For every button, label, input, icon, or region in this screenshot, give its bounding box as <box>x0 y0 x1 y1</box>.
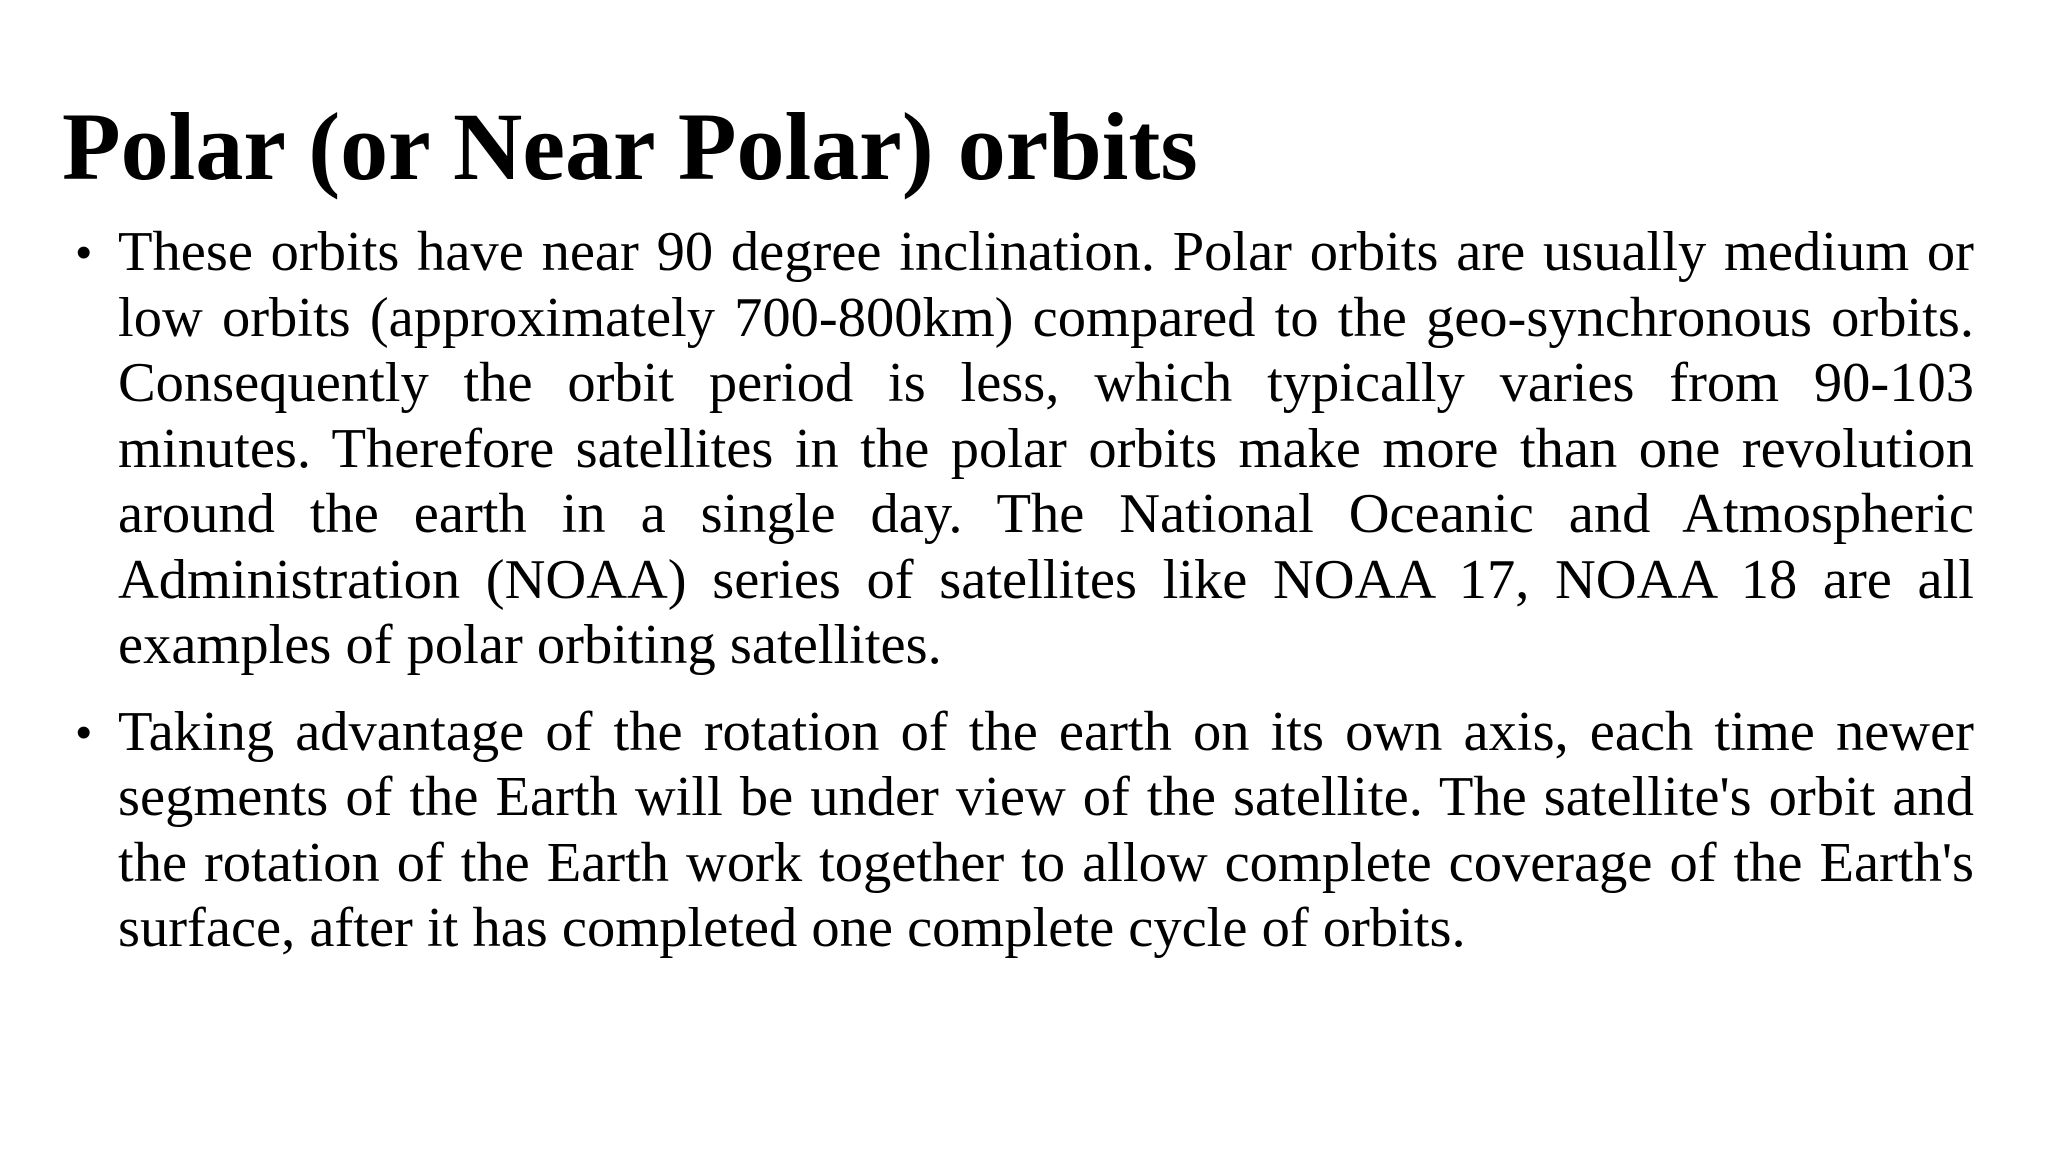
bullet-text: Taking advantage of the rotation of the earth on its own axis, each time newer segments of the Earth will be under view of the satellite. The satellite's orbit and the rotation of the Earth work together to allow complete coverage of the Earth's surface, after it has completed one complete cycle of orbits. <box>118 700 1974 959</box>
bullet-text: These orbits have near 90 degree inclination. Polar orbits are usually medium or low orbits (approximately 700-800km) compared to the geo-synchronous orbits. Consequently the orbit period is less, which typically varies from 90-103 minutes. Therefore satellites in the polar orbits make more than one revolution around the earth in a single day. The National Oceanic and Atmospheric Administration (NOAA) series of satellites like NOAA 17, NOAA 18 are all examples of polar orbiting satellites. <box>118 221 1974 676</box>
bullet-list <box>76 220 1974 983</box>
bullet-item-inclination <box>76 220 1974 679</box>
bullet-item-coverage <box>76 700 1974 962</box>
bullet-icon: • <box>76 228 92 277</box>
slide-title: Polar (or Near Polar) orbits <box>62 93 1198 200</box>
bullet-icon: • <box>76 707 92 757</box>
